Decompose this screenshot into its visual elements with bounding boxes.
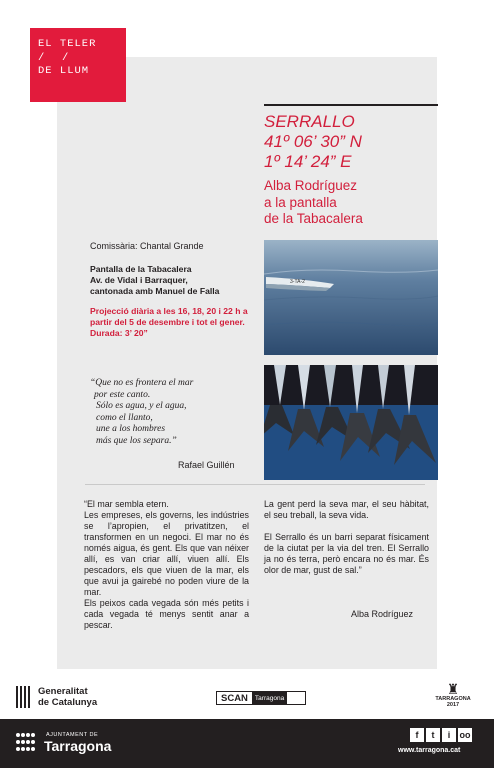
quote-left-column — [84, 499, 249, 631]
curator: Comissària: Chantal Grande — [90, 241, 204, 251]
venue-line-3: cantonada amb Manuel de Falla — [90, 286, 220, 296]
twitter-icon[interactable]: t — [426, 728, 440, 742]
divider — [85, 484, 425, 485]
poem-line: une a los hombres — [96, 424, 166, 434]
screening-duration: Durada: 3’ 20” — [90, 328, 148, 338]
quote-paragraph: El Serrallo és un barri separat físicament de la ciutat per la via del tren. El Serrallo ja no és terra, però encara no és mar. És olor de mar, gust de sal.” — [264, 532, 429, 575]
fish-tails-photo — [264, 365, 438, 480]
boat-label: 3-TA-2 — [290, 279, 305, 285]
ajuntament-label: AJUNTAMENT DE — [46, 732, 99, 738]
generalitat-bars-icon — [16, 686, 32, 708]
poem-line: “Que no es frontera el mar — [90, 378, 194, 388]
logo-line-1: EL TELER — [38, 38, 97, 50]
website-link[interactable]: www.tarragona.cat — [398, 747, 461, 754]
instagram-icon[interactable]: i — [442, 728, 456, 742]
poem-line: por este canto. — [94, 389, 151, 400]
screening-schedule: Projecció diària a les 16, 18, 20 i 22 h a partir del 5 de desembre i tot el gener. — [90, 306, 248, 327]
scan-text: SCAN — [221, 692, 248, 704]
tarragona-2017-logo — [428, 682, 478, 708]
tarragona-2017-line-1: TARRAGONA — [435, 696, 471, 702]
generalitat-line-1: Generalitat — [38, 686, 88, 697]
scan-logo — [216, 691, 306, 705]
title-rule — [264, 104, 438, 106]
generalitat-logo — [16, 686, 97, 708]
quote-author: Alba Rodríguez — [351, 609, 414, 619]
tarragona-2017-icon: ♜ — [446, 681, 460, 697]
tarragona-label: Tarragona — [44, 738, 112, 754]
logo-slashes: / / — [38, 52, 69, 64]
flickr-icon[interactable]: oo — [459, 730, 471, 740]
footer-bar — [0, 719, 494, 768]
venue — [90, 264, 219, 297]
quote-paragraph: Les empreses, els governs, les indústries se l’apropien, el privatitzen, el transformen en un negoci. El mar no és només aigua, és gent. Els que van néixer allí, es van criar allí, viuen allí. Els pescadors, els que viuen de la mar, els que avui ja gairebé no poden viure de la mar. — [84, 510, 249, 597]
title — [264, 112, 362, 172]
venue-line-2: Av. de Vidal i Barraquer, — [90, 275, 188, 285]
quote-paragraph: La gent perd la seva mar, el seu hàbitat, el seu treball, la seva vida. — [264, 499, 429, 520]
tarragona-2017-line-2: 2017 — [446, 702, 460, 708]
screening-info — [90, 306, 255, 339]
venue-line-1: Pantalla de la Tabacalera — [90, 264, 192, 274]
subtitle-line-2: a la pantalla — [264, 194, 337, 210]
poem-line: más que los separa.” — [96, 435, 177, 446]
poem-line: como el llanto, — [96, 412, 153, 423]
boat-photo — [264, 240, 438, 355]
quote-paragraph: “El mar sembla etern. — [84, 499, 169, 509]
el-teler-de-llum-logo — [30, 28, 126, 102]
title-line-3: 1º 14’ 24” E — [264, 152, 352, 171]
poem-line: Sólo es agua, y el agua, — [96, 401, 187, 411]
poem-author: Rafael Guillén — [178, 460, 235, 470]
poem — [90, 378, 193, 447]
ajuntament-dots-icon — [16, 733, 38, 753]
scan-city: Tarragona — [252, 692, 287, 704]
title-line-2: 41º 06’ 30” N — [264, 132, 362, 151]
subtitle — [264, 178, 363, 228]
sponsor-logos — [0, 682, 494, 712]
quote-right-column — [264, 499, 429, 587]
title-line-1: SERRALLO — [264, 112, 355, 131]
quote-paragraph: Els peixos cada vegada són més petits i cada vegada té menys sentit anar a pescar. — [84, 598, 249, 630]
subtitle-line-3: de la Tabacalera — [264, 211, 363, 226]
social-links — [410, 728, 472, 742]
subtitle-line-1: Alba Rodríguez — [264, 178, 358, 193]
facebook-icon[interactable]: f — [410, 728, 424, 742]
generalitat-line-2: de Catalunya — [38, 697, 98, 708]
logo-line-3: DE LLUM — [38, 65, 90, 77]
